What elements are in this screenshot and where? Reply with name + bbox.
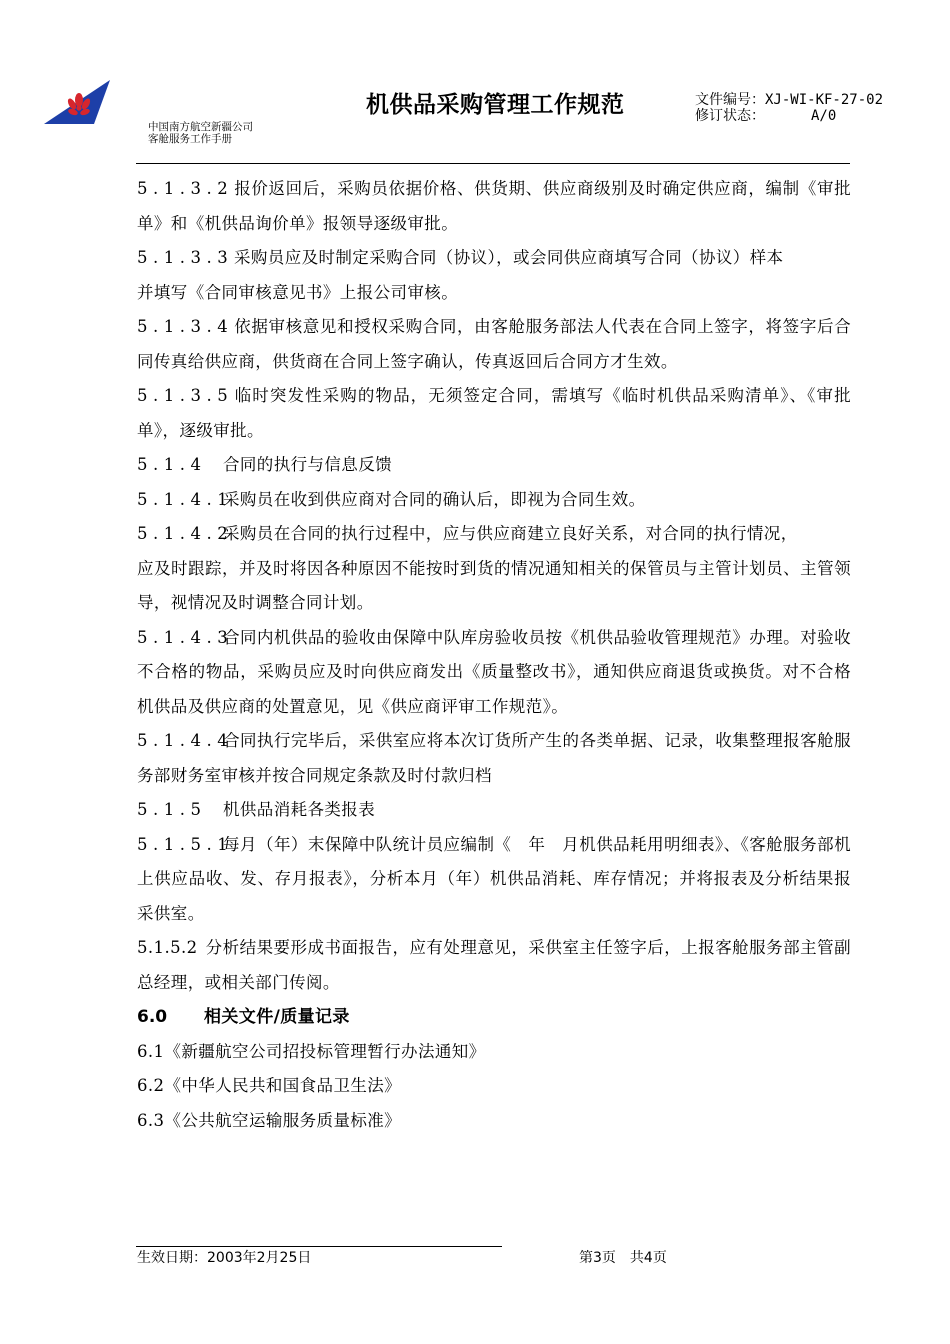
document-body [137,172,851,1138]
document-meta [695,92,883,124]
clause-number: 5.1.4.1 [137,489,234,509]
revision-row [695,108,883,124]
section-6-heading [137,1000,851,1035]
effective-date: 生效日期：2003年2月25日 [137,1250,312,1266]
clause-5-1-4-1 [137,483,851,518]
clause-5-1-4-2-continuation: 应及时跟踪，并及时将因各种原因不能按时到货的情况通知相关的保管员与主管计划员、主管领导，视情况及时调整合同计划。 [137,558,851,612]
clause-5-1-5 [137,793,851,828]
clause-number: 5.1.4.4 [137,731,234,750]
reference-item: 6.3《公共航空运输服务质量标准》 [137,1110,402,1130]
clause-number: 5.1.3.4 [137,317,234,336]
organization-name [148,121,253,145]
document-number-label: 文件编号： [695,92,765,108]
clause-number: 5.1.3.5 [137,386,234,405]
clause-text: 采购员在收到供应商对合同的确认后，即视为合同生效。 [223,489,646,509]
clause-5-1-3-5 [137,379,851,448]
clause-5-1-5-1 [137,828,851,932]
clause-text: 合同内机供品的验收由保障中队库房验收员按《机供品验收管理规范》办理。对验收不合格的物品，采购员应及时向供应商发出《质量整改书》，通知供应商退货或换货。对不合格机供品及供应商的处置意见，见《供应商评审工作规范》。 [137,627,851,716]
reference-item: 6.2《中华人民共和国食品卫生法》 [137,1076,402,1095]
clause-5-1-3-3 [137,241,851,276]
clause-text: 采购员应及时制定采购合同（协议），或会同供应商填写合同（协议）样本 [234,248,784,267]
airline-logo-icon [44,78,110,126]
clause-5-1-4 [137,448,851,483]
section-number: 6.0 [137,1007,168,1027]
clause-text: 依据审核意见和授权采购合同，由客舱服务部法人代表在合同上签字，将签字后合同传真给供应商，供货商在合同上签字确认，传真返回后合同方才生效。 [137,317,851,371]
clause-text: 每月（年）末保障中队统计员应编制《 年 月机供品耗用明细表》、《客舱服务部机上供应品收、发、存月报表》，分析本月（年）机供品消耗、库存情况；并将报表及分析结果报采供室。 [137,834,851,923]
revision-status: A/0 [811,108,837,124]
clause-5-1-4-2 [137,517,851,552]
clause-number: 5.1.5.1 [137,834,234,854]
clause-text: 临时突发性采购的物品，无须签定合同，需填写《临时机供品采购清单》、《审批单》，逐级审批。 [137,386,851,440]
clause-5-1-4-4 [137,724,851,793]
clause-text: 分析结果要形成书面报告，应有处理意见，采供室主任签字后，上报客舱服务部主管副总经理，或相关部门传阅。 [137,938,851,992]
clause-5-1-5-2 [137,931,851,1000]
page-number: 第3页 共4页 [579,1250,667,1266]
clause-number: 5.1.4.2 [137,524,234,543]
clause-number: 5.1.4.3 [137,627,234,647]
clause-text: 采购员在合同的执行过程中，应与供应商建立良好关系，对合同的执行情况， [223,524,798,543]
section-title: 相关文件/质量记录 [204,1007,350,1027]
clause-text: 合同的执行与信息反馈 [223,455,392,474]
header-divider [136,163,850,164]
clause-number: 5.1.3.3 [137,248,234,267]
clause-number: 5.1.3.2 [137,179,234,198]
clause-text: 报价返回后，采购员依据价格、供货期、供应商级别及时确定供应商，编制《审批单》和《机供品询价单》报领导逐级审批。 [137,179,851,233]
clause-5-1-3-3-continuation: 并填写《合同审核意见书》上报公司审核。 [137,282,459,302]
org-line-1: 中国南方航空新疆公司 [148,121,253,133]
document-title: 机供品采购管理工作规范 [366,92,625,118]
reference-item: 6.1《新疆航空公司招投标管理暂行办法通知》 [137,1041,486,1061]
clause-number: 5.1.5 [137,800,207,819]
revision-label: 修订状态： [695,108,765,124]
org-line-2: 客舱服务工作手册 [148,133,232,145]
document-number-row [695,92,883,108]
clause-5-1-3-4 [137,310,851,379]
clause-5-1-4-3 [137,621,851,725]
clause-text: 合同执行完毕后，采供室应将本次订货所产生的各类单据、记录，收集整理报客舱服务部财务室审核并按合同规定条款及时付款归档 [137,731,851,785]
clause-text: 机供品消耗各类报表 [223,800,376,819]
clause-number: 5.1.5.2 [137,938,198,957]
clause-5-1-3-2 [137,172,851,241]
document-number: XJ-WI-KF-27-02 [765,92,884,108]
clause-number: 5.1.4 [137,455,207,474]
